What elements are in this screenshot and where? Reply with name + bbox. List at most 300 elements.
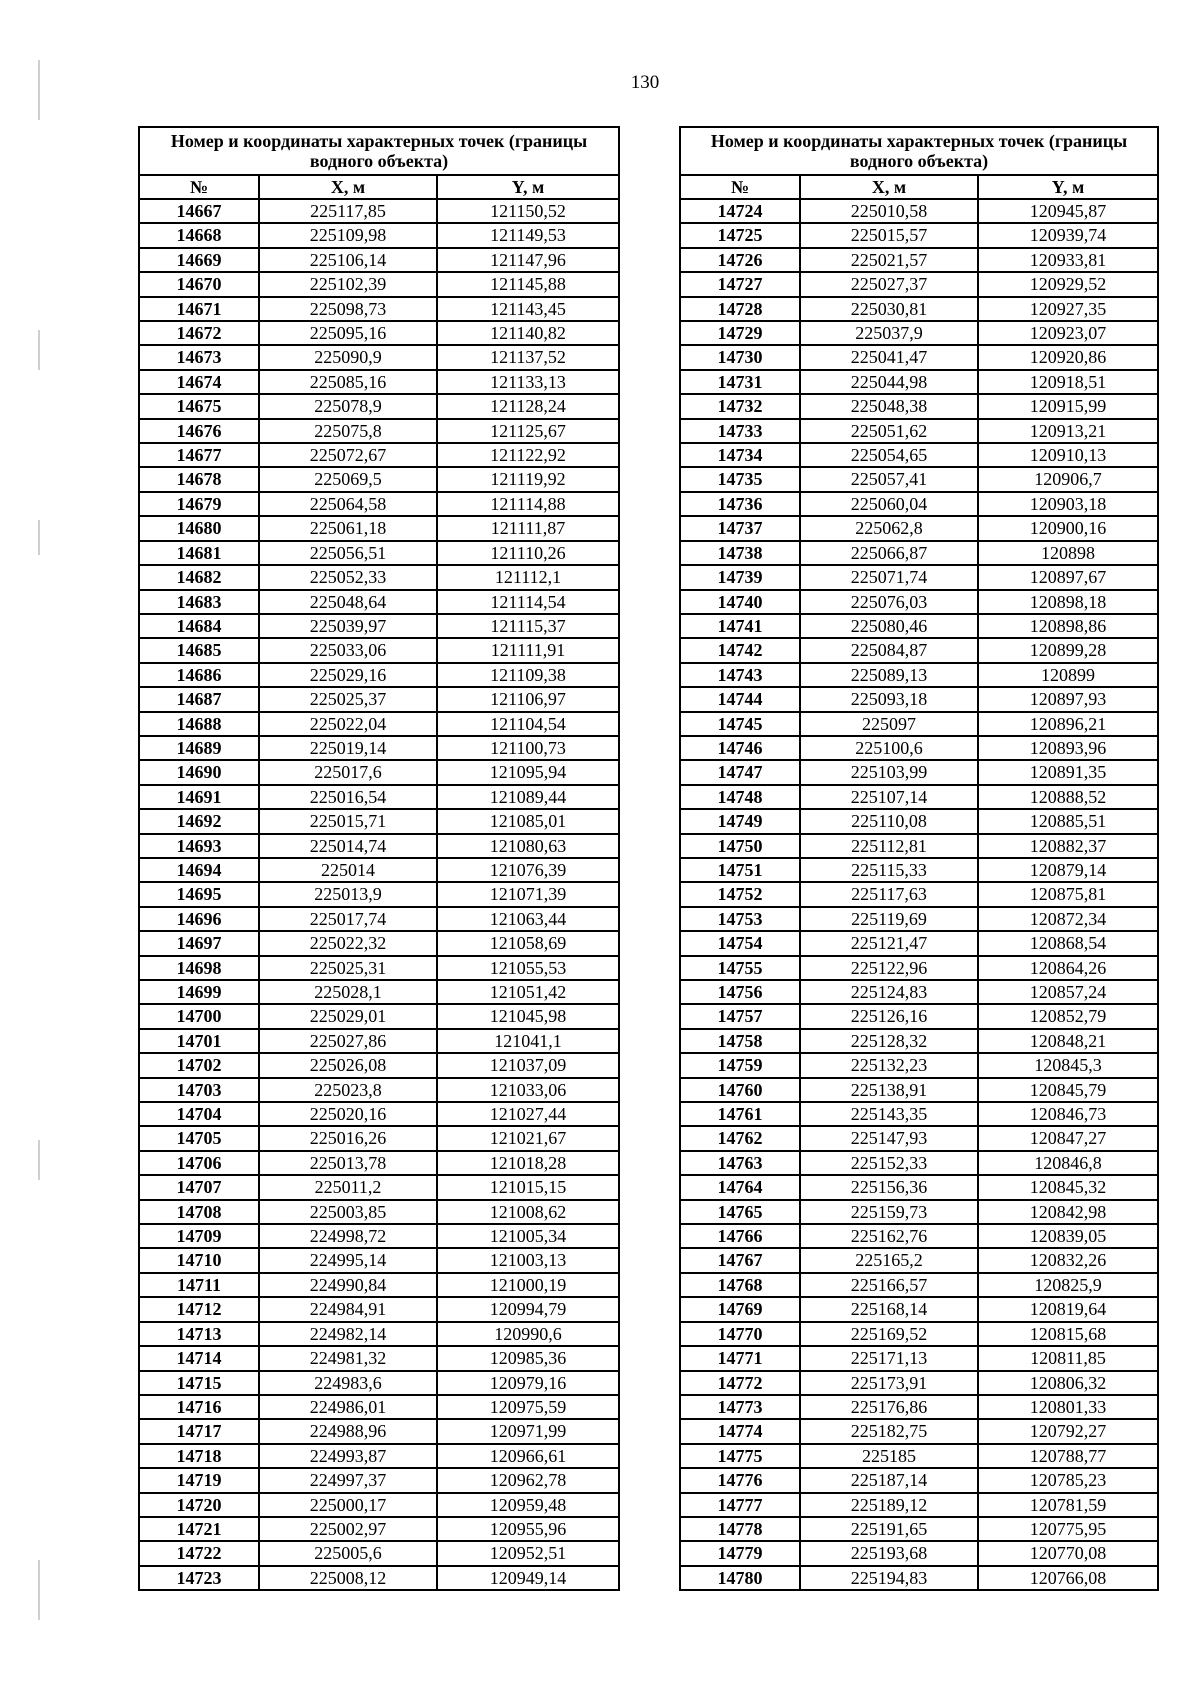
point-number-cell: 14668 (139, 223, 259, 247)
table-row (680, 687, 1158, 711)
x-coordinate-cell: 225054,65 (800, 443, 978, 467)
point-number-cell: 14780 (680, 1566, 800, 1590)
y-coordinate-cell: 120775,95 (978, 1517, 1158, 1541)
x-coordinate-cell: 225030,81 (800, 297, 978, 321)
x-coordinate-cell: 225015,71 (259, 809, 437, 833)
point-number-cell: 14765 (680, 1200, 800, 1224)
x-coordinate-cell: 225041,47 (800, 345, 978, 369)
point-number-cell: 14746 (680, 736, 800, 760)
point-number-cell: 14730 (680, 345, 800, 369)
point-number-cell: 14704 (139, 1102, 259, 1126)
x-coordinate-cell: 225126,16 (800, 1004, 978, 1028)
point-number-cell: 14726 (680, 248, 800, 272)
scan-edge-mark (38, 330, 40, 370)
table-row (680, 1346, 1158, 1370)
column-header-y: Y, м (978, 175, 1158, 199)
table-row (139, 419, 619, 443)
x-coordinate-cell: 225109,98 (259, 223, 437, 247)
y-coordinate-cell: 121143,45 (437, 297, 619, 321)
y-coordinate-cell: 120882,37 (978, 834, 1158, 858)
y-coordinate-cell: 121027,44 (437, 1102, 619, 1126)
x-coordinate-cell: 225097 (800, 712, 978, 736)
point-number-cell: 14687 (139, 687, 259, 711)
point-number-cell: 14679 (139, 492, 259, 516)
x-coordinate-cell: 225029,16 (259, 663, 437, 687)
x-coordinate-cell: 225122,96 (800, 956, 978, 980)
table-row (680, 785, 1158, 809)
x-coordinate-cell: 225056,51 (259, 541, 437, 565)
table-row (680, 882, 1158, 906)
x-coordinate-cell: 225121,47 (800, 931, 978, 955)
y-coordinate-cell: 120788,77 (978, 1444, 1158, 1468)
point-number-cell: 14689 (139, 736, 259, 760)
y-coordinate-cell: 121055,53 (437, 956, 619, 980)
y-coordinate-cell: 121045,98 (437, 1004, 619, 1028)
x-coordinate-cell: 225182,75 (800, 1419, 978, 1443)
point-number-cell: 14696 (139, 907, 259, 931)
x-coordinate-cell: 225100,6 (800, 736, 978, 760)
point-number-cell: 14688 (139, 712, 259, 736)
x-coordinate-cell: 225189,12 (800, 1493, 978, 1517)
table-row (680, 1371, 1158, 1395)
y-coordinate-cell: 120766,08 (978, 1566, 1158, 1590)
point-number-cell: 14686 (139, 663, 259, 687)
y-coordinate-cell: 120846,73 (978, 1102, 1158, 1126)
table-row (680, 443, 1158, 467)
x-coordinate-cell: 224983,6 (259, 1371, 437, 1395)
table-row (680, 199, 1158, 223)
x-coordinate-cell: 224995,14 (259, 1248, 437, 1272)
table-row (680, 712, 1158, 736)
table-row (680, 370, 1158, 394)
x-coordinate-cell: 225078,9 (259, 394, 437, 418)
point-number-cell: 14669 (139, 248, 259, 272)
x-coordinate-cell: 225128,32 (800, 1029, 978, 1053)
table-row (139, 712, 619, 736)
column-header-y: Y, м (437, 175, 619, 199)
point-number-cell: 14723 (139, 1566, 259, 1590)
y-coordinate-cell: 120846,8 (978, 1151, 1158, 1175)
table-row (139, 956, 619, 980)
y-coordinate-cell: 120985,36 (437, 1346, 619, 1370)
point-number-cell: 14714 (139, 1346, 259, 1370)
table-row (139, 1151, 619, 1175)
x-coordinate-cell: 225176,86 (800, 1395, 978, 1419)
table-row (139, 736, 619, 760)
y-coordinate-cell: 120898 (978, 541, 1158, 565)
x-coordinate-cell: 224982,14 (259, 1322, 437, 1346)
point-number-cell: 14741 (680, 614, 800, 638)
y-coordinate-cell: 121100,73 (437, 736, 619, 760)
y-coordinate-cell: 121000,19 (437, 1273, 619, 1297)
point-number-cell: 14705 (139, 1126, 259, 1150)
y-coordinate-cell: 121008,62 (437, 1200, 619, 1224)
y-coordinate-cell: 121058,69 (437, 931, 619, 955)
point-number-cell: 14721 (139, 1517, 259, 1541)
y-coordinate-cell: 120893,96 (978, 736, 1158, 760)
x-coordinate-cell: 225162,76 (800, 1224, 978, 1248)
table-row (680, 541, 1158, 565)
y-coordinate-cell: 121128,24 (437, 394, 619, 418)
x-coordinate-cell: 225166,57 (800, 1273, 978, 1297)
point-number-cell: 14682 (139, 565, 259, 589)
point-number-cell: 14743 (680, 663, 800, 687)
point-number-cell: 14698 (139, 956, 259, 980)
scan-edge-mark (38, 1140, 40, 1180)
point-number-cell: 14667 (139, 199, 259, 223)
y-coordinate-cell: 121015,15 (437, 1175, 619, 1199)
table-row (139, 1102, 619, 1126)
x-coordinate-cell: 224997,37 (259, 1468, 437, 1492)
table-row (139, 516, 619, 540)
y-coordinate-cell: 120898,18 (978, 590, 1158, 614)
x-coordinate-cell: 225037,9 (800, 321, 978, 345)
x-coordinate-cell: 225173,91 (800, 1371, 978, 1395)
table-row (680, 663, 1158, 687)
table-row (680, 419, 1158, 443)
point-number-cell: 14761 (680, 1102, 800, 1126)
y-coordinate-cell: 120806,32 (978, 1371, 1158, 1395)
point-number-cell: 14729 (680, 321, 800, 345)
y-coordinate-cell: 121147,96 (437, 248, 619, 272)
table-row (139, 1444, 619, 1468)
x-coordinate-cell: 225075,8 (259, 419, 437, 443)
table-row (139, 321, 619, 345)
point-number-cell: 14697 (139, 931, 259, 955)
point-number-cell: 14716 (139, 1395, 259, 1419)
point-number-cell: 14681 (139, 541, 259, 565)
y-coordinate-cell: 121114,54 (437, 590, 619, 614)
table-row (139, 1371, 619, 1395)
table-row (680, 1175, 1158, 1199)
y-coordinate-cell: 121111,91 (437, 638, 619, 662)
x-coordinate-cell: 224998,72 (259, 1224, 437, 1248)
x-coordinate-cell: 225089,13 (800, 663, 978, 687)
y-coordinate-cell: 120975,59 (437, 1395, 619, 1419)
point-number-cell: 14754 (680, 931, 800, 955)
y-coordinate-cell: 120906,7 (978, 467, 1158, 491)
y-coordinate-cell: 121021,67 (437, 1126, 619, 1150)
table-row (139, 907, 619, 931)
x-coordinate-cell: 225060,04 (800, 492, 978, 516)
scan-edge-mark (38, 1560, 40, 1620)
table-row (680, 1322, 1158, 1346)
table-row (139, 858, 619, 882)
point-number-cell: 14736 (680, 492, 800, 516)
y-coordinate-cell: 120845,79 (978, 1078, 1158, 1102)
y-coordinate-cell: 121003,13 (437, 1248, 619, 1272)
table-row (139, 760, 619, 784)
point-number-cell: 14745 (680, 712, 800, 736)
table-row (680, 1248, 1158, 1272)
point-number-cell: 14779 (680, 1541, 800, 1565)
point-number-cell: 14755 (680, 956, 800, 980)
x-coordinate-cell: 224990,84 (259, 1273, 437, 1297)
y-coordinate-cell: 120896,21 (978, 712, 1158, 736)
x-coordinate-cell: 225048,38 (800, 394, 978, 418)
point-number-cell: 14748 (680, 785, 800, 809)
x-coordinate-cell: 225168,14 (800, 1297, 978, 1321)
point-number-cell: 14776 (680, 1468, 800, 1492)
y-coordinate-cell: 121137,52 (437, 345, 619, 369)
x-coordinate-cell: 225017,74 (259, 907, 437, 931)
point-number-cell: 14773 (680, 1395, 800, 1419)
point-number-cell: 14742 (680, 638, 800, 662)
x-coordinate-cell: 225147,93 (800, 1126, 978, 1150)
y-coordinate-cell: 121106,97 (437, 687, 619, 711)
x-coordinate-cell: 225022,04 (259, 712, 437, 736)
point-number-cell: 14710 (139, 1248, 259, 1272)
x-coordinate-cell: 225061,18 (259, 516, 437, 540)
point-number-cell: 14734 (680, 443, 800, 467)
point-number-cell: 14673 (139, 345, 259, 369)
point-number-cell: 14725 (680, 223, 800, 247)
table-row (680, 1468, 1158, 1492)
point-number-cell: 14774 (680, 1419, 800, 1443)
table-row (139, 1224, 619, 1248)
table-row (680, 1004, 1158, 1028)
point-number-cell: 14772 (680, 1371, 800, 1395)
point-number-cell: 14693 (139, 834, 259, 858)
y-coordinate-cell: 120781,59 (978, 1493, 1158, 1517)
y-coordinate-cell: 121089,44 (437, 785, 619, 809)
point-number-cell: 14694 (139, 858, 259, 882)
y-coordinate-cell: 120842,98 (978, 1200, 1158, 1224)
y-coordinate-cell: 120792,27 (978, 1419, 1158, 1443)
y-coordinate-cell: 120899 (978, 663, 1158, 687)
x-coordinate-cell: 225022,32 (259, 931, 437, 955)
point-number-cell: 14680 (139, 516, 259, 540)
table-row (680, 1053, 1158, 1077)
point-number-cell: 14744 (680, 687, 800, 711)
x-coordinate-cell: 225169,52 (800, 1322, 978, 1346)
point-number-cell: 14690 (139, 760, 259, 784)
y-coordinate-cell: 121005,34 (437, 1224, 619, 1248)
y-coordinate-cell: 120825,9 (978, 1273, 1158, 1297)
table-row (680, 760, 1158, 784)
y-coordinate-cell: 120945,87 (978, 199, 1158, 223)
point-number-cell: 14769 (680, 1297, 800, 1321)
table-row (139, 199, 619, 223)
x-coordinate-cell: 225044,98 (800, 370, 978, 394)
x-coordinate-cell: 225152,33 (800, 1151, 978, 1175)
x-coordinate-cell: 225025,37 (259, 687, 437, 711)
point-number-cell: 14749 (680, 809, 800, 833)
x-coordinate-cell: 225117,85 (259, 199, 437, 223)
y-coordinate-cell: 121119,92 (437, 467, 619, 491)
x-coordinate-cell: 225002,97 (259, 1517, 437, 1541)
point-number-cell: 14718 (139, 1444, 259, 1468)
y-coordinate-cell: 121041,1 (437, 1029, 619, 1053)
table-row (139, 663, 619, 687)
table-row (139, 541, 619, 565)
table-row (680, 394, 1158, 418)
table-row (680, 614, 1158, 638)
y-coordinate-cell: 121063,44 (437, 907, 619, 931)
x-coordinate-cell: 225003,85 (259, 1200, 437, 1224)
point-number-cell: 14715 (139, 1371, 259, 1395)
x-coordinate-cell: 225013,78 (259, 1151, 437, 1175)
y-coordinate-cell: 120979,16 (437, 1371, 619, 1395)
point-number-cell: 14684 (139, 614, 259, 638)
x-coordinate-cell: 225017,6 (259, 760, 437, 784)
x-coordinate-cell: 225066,87 (800, 541, 978, 565)
x-coordinate-cell: 225171,13 (800, 1346, 978, 1370)
y-coordinate-cell: 121112,1 (437, 565, 619, 589)
x-coordinate-cell: 225138,91 (800, 1078, 978, 1102)
point-number-cell: 14702 (139, 1053, 259, 1077)
table-row (680, 590, 1158, 614)
y-coordinate-cell: 120857,24 (978, 980, 1158, 1004)
table-row (680, 736, 1158, 760)
point-number-cell: 14732 (680, 394, 800, 418)
table-row (680, 467, 1158, 491)
x-coordinate-cell: 225071,74 (800, 565, 978, 589)
point-number-cell: 14778 (680, 1517, 800, 1541)
table-row (680, 1102, 1158, 1126)
point-number-cell: 14675 (139, 394, 259, 418)
x-coordinate-cell: 225020,16 (259, 1102, 437, 1126)
y-coordinate-cell: 120962,78 (437, 1468, 619, 1492)
y-coordinate-cell: 120872,34 (978, 907, 1158, 931)
column-header-x: X, м (259, 175, 437, 199)
page-number: 130 (630, 72, 660, 93)
y-coordinate-cell: 120801,33 (978, 1395, 1158, 1419)
x-coordinate-cell: 225076,03 (800, 590, 978, 614)
table-row (680, 956, 1158, 980)
y-coordinate-cell: 121125,67 (437, 419, 619, 443)
table-row (139, 1200, 619, 1224)
x-coordinate-cell: 224993,87 (259, 1444, 437, 1468)
x-coordinate-cell: 225010,58 (800, 199, 978, 223)
point-number-cell: 14767 (680, 1248, 800, 1272)
point-number-cell: 14717 (139, 1419, 259, 1443)
table-row (680, 345, 1158, 369)
y-coordinate-cell: 121080,63 (437, 834, 619, 858)
point-number-cell: 14758 (680, 1029, 800, 1053)
x-coordinate-cell: 225008,12 (259, 1566, 437, 1590)
point-number-cell: 14760 (680, 1078, 800, 1102)
table-row (139, 687, 619, 711)
coordinates-table-right (679, 126, 1159, 1591)
y-coordinate-cell: 121149,53 (437, 223, 619, 247)
y-coordinate-cell: 121150,52 (437, 199, 619, 223)
x-coordinate-cell: 225115,33 (800, 858, 978, 882)
x-coordinate-cell: 225064,58 (259, 492, 437, 516)
table-row (139, 785, 619, 809)
table-row (139, 614, 619, 638)
y-coordinate-cell: 121085,01 (437, 809, 619, 833)
table-row (680, 1541, 1158, 1565)
point-number-cell: 14764 (680, 1175, 800, 1199)
point-number-cell: 14701 (139, 1029, 259, 1053)
x-coordinate-cell: 224981,32 (259, 1346, 437, 1370)
table-row (139, 882, 619, 906)
x-coordinate-cell: 225090,9 (259, 345, 437, 369)
x-coordinate-cell: 225187,14 (800, 1468, 978, 1492)
table-row (680, 1517, 1158, 1541)
x-coordinate-cell: 225026,08 (259, 1053, 437, 1077)
y-coordinate-cell: 120845,3 (978, 1053, 1158, 1077)
x-coordinate-cell: 225015,57 (800, 223, 978, 247)
x-coordinate-cell: 225016,54 (259, 785, 437, 809)
y-coordinate-cell: 120900,16 (978, 516, 1158, 540)
table-row (139, 638, 619, 662)
table-row (139, 1346, 619, 1370)
y-coordinate-cell: 121145,88 (437, 272, 619, 296)
point-number-cell: 14672 (139, 321, 259, 345)
y-coordinate-cell: 120897,93 (978, 687, 1158, 711)
x-coordinate-cell: 224986,01 (259, 1395, 437, 1419)
table-row (139, 1566, 619, 1590)
y-coordinate-cell: 120949,14 (437, 1566, 619, 1590)
x-coordinate-cell: 225093,18 (800, 687, 978, 711)
table-title: Номер и координаты характерных точек (границы водного объекта) (139, 127, 619, 175)
x-coordinate-cell: 225013,9 (259, 882, 437, 906)
point-number-cell: 14762 (680, 1126, 800, 1150)
table-row (139, 1541, 619, 1565)
point-number-cell: 14720 (139, 1493, 259, 1517)
x-coordinate-cell: 224984,91 (259, 1297, 437, 1321)
table-row (680, 1273, 1158, 1297)
point-number-cell: 14676 (139, 419, 259, 443)
x-coordinate-cell: 225051,62 (800, 419, 978, 443)
y-coordinate-cell: 121076,39 (437, 858, 619, 882)
x-coordinate-cell: 225080,46 (800, 614, 978, 638)
x-coordinate-cell: 225048,64 (259, 590, 437, 614)
y-coordinate-cell: 120952,51 (437, 1541, 619, 1565)
y-coordinate-cell: 120819,64 (978, 1297, 1158, 1321)
y-coordinate-cell: 120990,6 (437, 1322, 619, 1346)
x-coordinate-cell: 225027,86 (259, 1029, 437, 1053)
y-coordinate-cell: 121140,82 (437, 321, 619, 345)
x-coordinate-cell: 225110,08 (800, 809, 978, 833)
point-number-cell: 14747 (680, 760, 800, 784)
x-coordinate-cell: 225025,31 (259, 956, 437, 980)
y-coordinate-cell: 120891,35 (978, 760, 1158, 784)
x-coordinate-cell: 225193,68 (800, 1541, 978, 1565)
x-coordinate-cell: 225011,2 (259, 1175, 437, 1199)
point-number-cell: 14674 (139, 370, 259, 394)
y-coordinate-cell: 121110,26 (437, 541, 619, 565)
y-coordinate-cell: 121109,38 (437, 663, 619, 687)
point-number-cell: 14699 (139, 980, 259, 1004)
y-coordinate-cell: 120845,32 (978, 1175, 1158, 1199)
x-coordinate-cell: 225191,65 (800, 1517, 978, 1541)
x-coordinate-cell: 225165,2 (800, 1248, 978, 1272)
point-number-cell: 14678 (139, 467, 259, 491)
table-row (680, 931, 1158, 955)
x-coordinate-cell: 225132,23 (800, 1053, 978, 1077)
y-coordinate-cell: 121114,88 (437, 492, 619, 516)
column-header-number: № (139, 175, 259, 199)
point-number-cell: 14771 (680, 1346, 800, 1370)
x-coordinate-cell: 225052,33 (259, 565, 437, 589)
y-coordinate-cell: 120879,14 (978, 858, 1158, 882)
y-coordinate-cell: 120897,67 (978, 565, 1158, 589)
x-coordinate-cell: 225103,99 (800, 760, 978, 784)
table-row (139, 1395, 619, 1419)
point-number-cell: 14757 (680, 1004, 800, 1028)
table-row (680, 1029, 1158, 1053)
point-number-cell: 14683 (139, 590, 259, 614)
x-coordinate-cell: 225117,63 (800, 882, 978, 906)
table-row (139, 1004, 619, 1028)
table-row (139, 1078, 619, 1102)
table-row (139, 467, 619, 491)
table-row (139, 1029, 619, 1053)
table-row (139, 1297, 619, 1321)
